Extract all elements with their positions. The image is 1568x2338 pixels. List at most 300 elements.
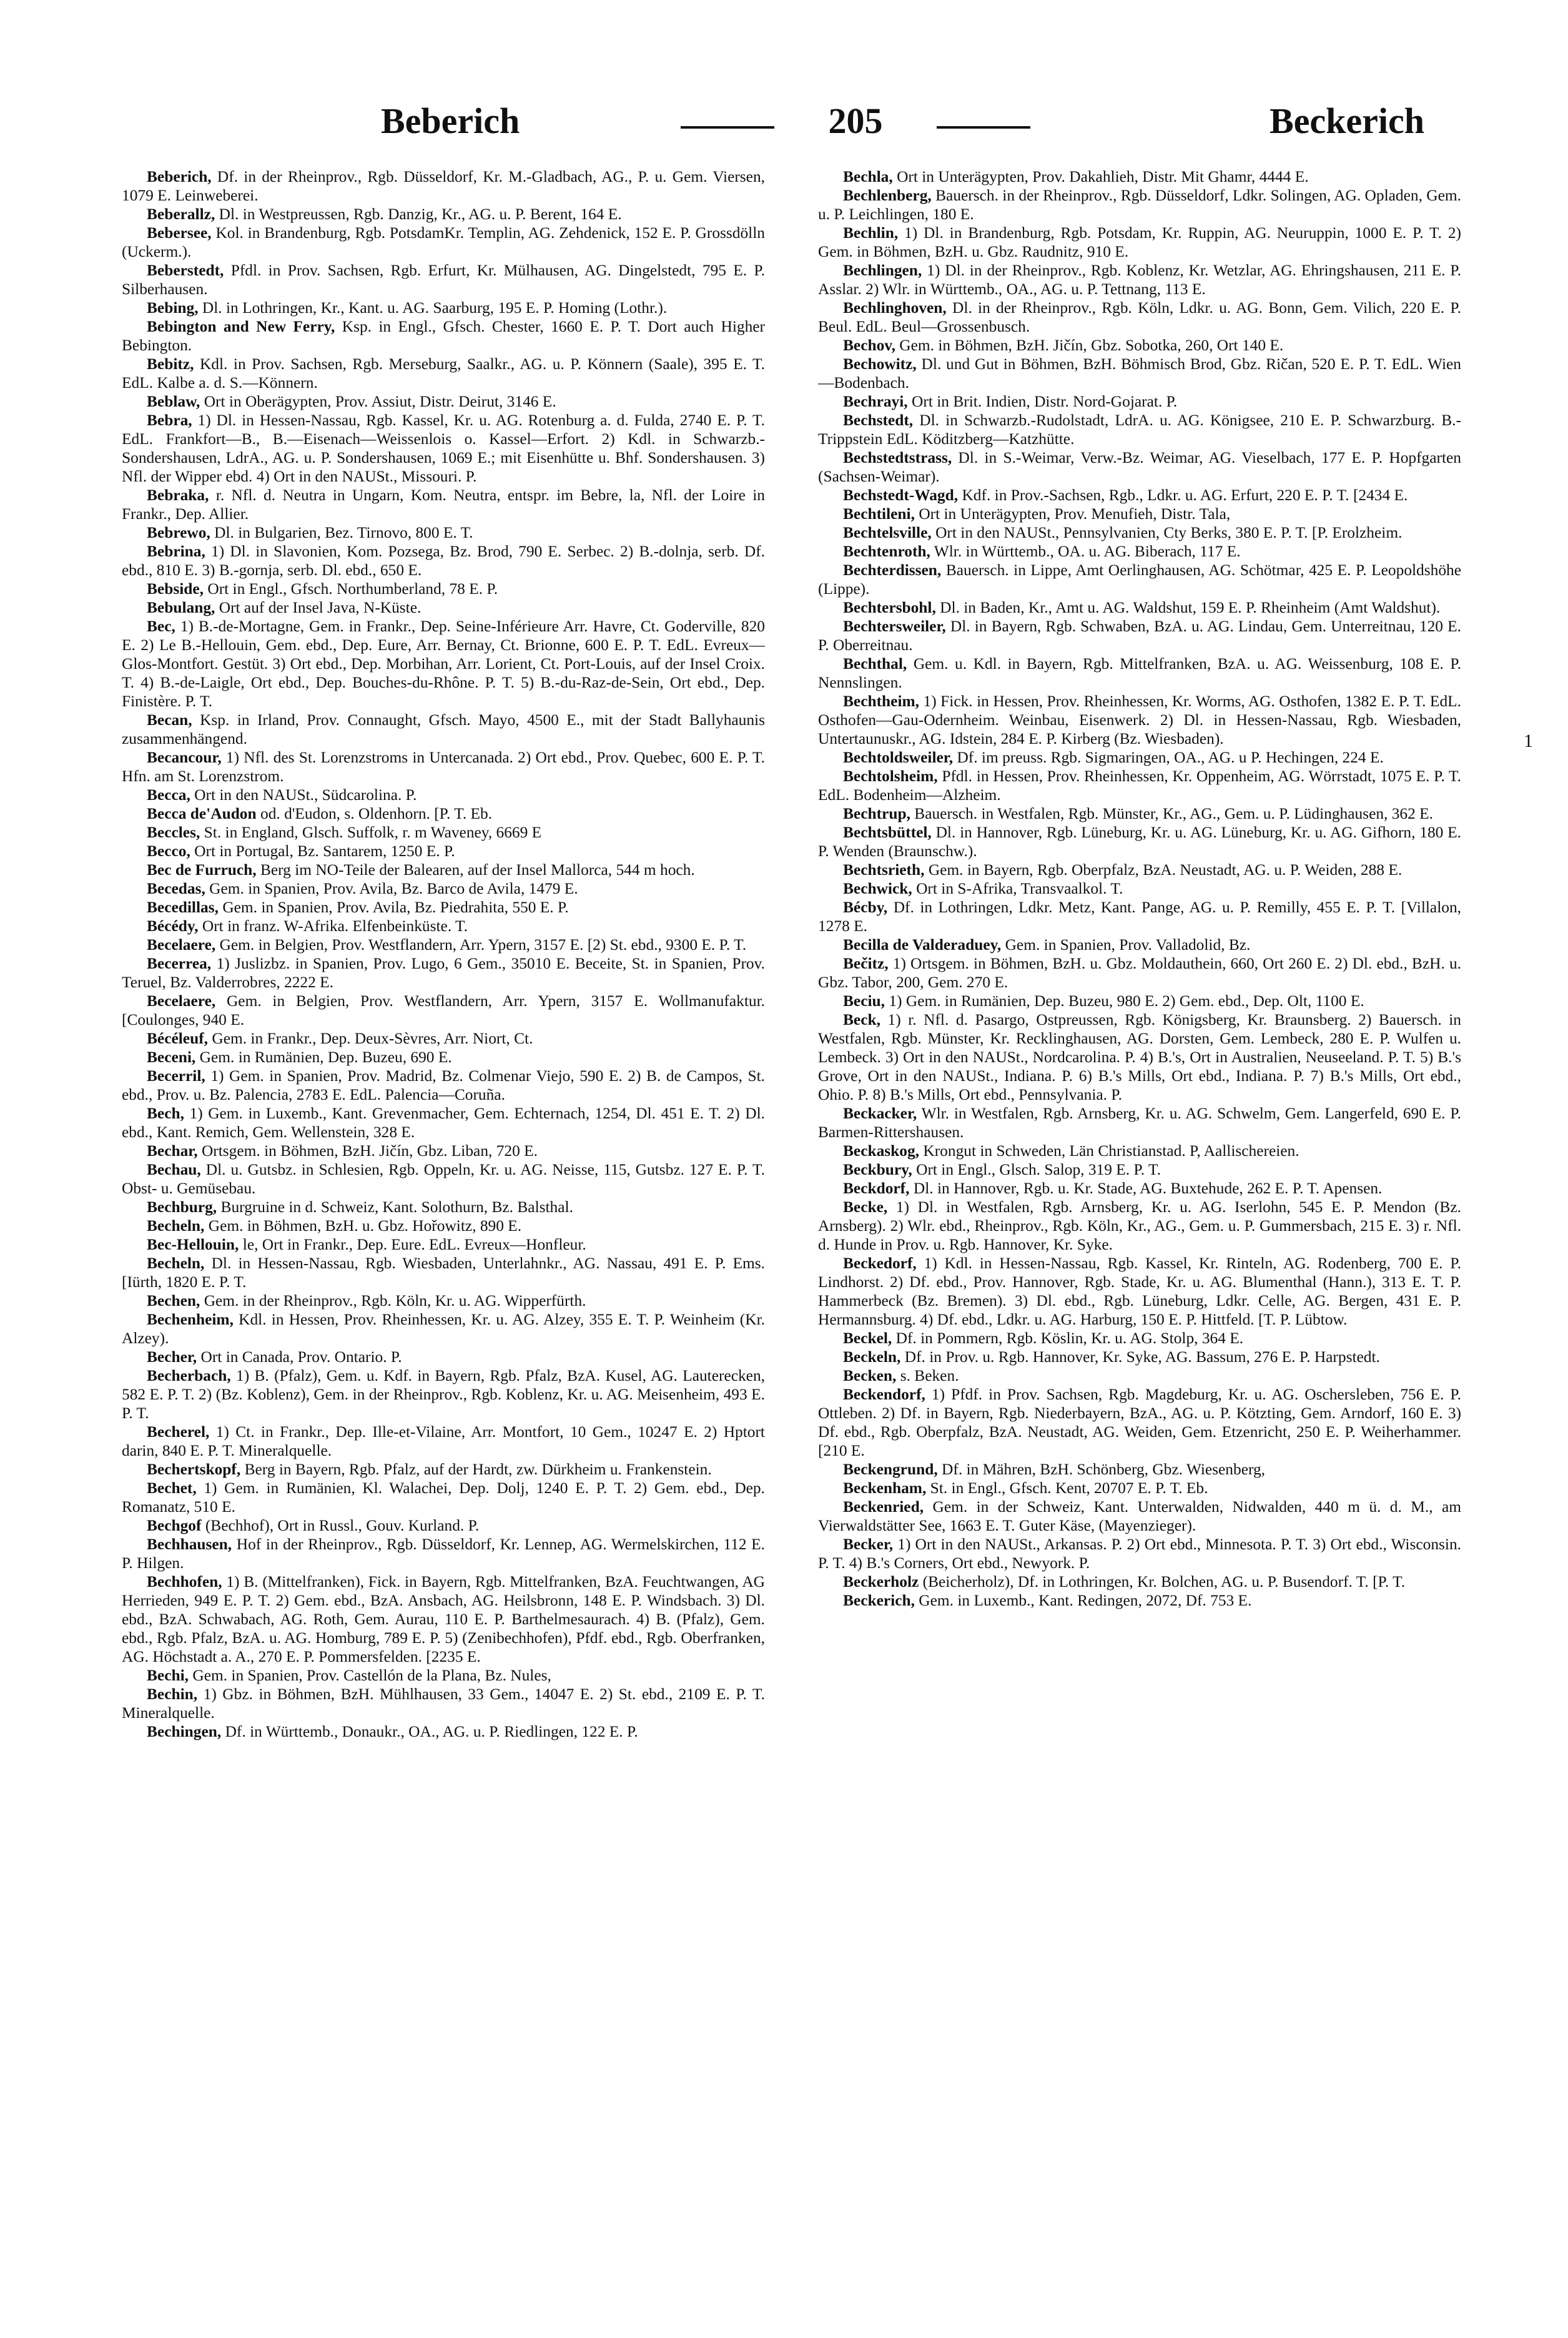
dictionary-entry <box>122 917 765 935</box>
dictionary-entry <box>122 261 765 298</box>
dictionary-entry <box>122 1685 765 1722</box>
dictionary-entry <box>122 1104 765 1142</box>
entry-text: Dl. in Hannover, Rgb. u. Kr. Stade, AG. Buxtehude, 262 E. P. T. Apensen. <box>913 1180 1383 1197</box>
entry-headword: Beckendorf, <box>843 1386 925 1403</box>
entry-headword: Becca de'Audon <box>147 805 257 822</box>
entry-text: Gem. in Spanien, Prov. Avila, Bz. Barco de Avila, 1479 E. <box>209 880 578 897</box>
entry-text: Df. in Mähren, BzH. Schönberg, Gbz. Wiesenberg, <box>942 1461 1265 1478</box>
entry-text: Ort in S-Afrika, Transvaalkol. T. <box>916 880 1123 897</box>
entry-text: 1) Juslizbz. in Spanien, Prov. Lugo, 6 Gem., 35010 E. Beceite, St. in Spanien, Prov. Teruel, Bz. Valderrobres, 2222 E. <box>122 955 765 991</box>
entry-text: Gem. in der Rheinprov., Rgb. Köln, Kr. u. AG. Wipperfürth. <box>204 1292 586 1310</box>
dictionary-entry <box>818 505 1461 523</box>
entry-text: St. in Engl., Gfsch. Kent, 20707 E. P. T. Eb. <box>930 1479 1208 1497</box>
dictionary-entry <box>818 1535 1461 1572</box>
entry-text: Ksp. in Irland, Prov. Connaught, Gfsch. Mayo, 4500 E., mit der Stadt Ballyhaunis zusammenhängend. <box>122 711 765 747</box>
entry-text: Berg in Bayern, Rgb. Pfalz, auf der Hardt, zw. Dürkheim u. Frankenstein. <box>244 1461 712 1478</box>
entry-headword: Beblaw, <box>147 393 200 410</box>
entry-headword: Beckel, <box>843 1329 892 1347</box>
entry-headword: Bechin, <box>147 1685 198 1703</box>
dictionary-entry <box>122 1291 765 1310</box>
dictionary-entry <box>818 1591 1461 1610</box>
entry-text: Gem. in Bayern, Rgb. Oberpfalz, BzA. Neustadt, AG. u. P. Weiden, 288 E. <box>928 861 1403 879</box>
dictionary-entry <box>122 804 765 823</box>
header-dash-right <box>937 126 1030 129</box>
dictionary-entry <box>122 598 765 617</box>
entry-headword: Beck, <box>843 1011 880 1028</box>
dictionary-entry <box>818 1460 1461 1479</box>
entry-headword: Bechterdissen, <box>843 561 942 579</box>
entry-text: Df. in Prov. u. Rgb. Hannover, Kr. Syke, AG. Bassum, 276 E. P. Harpstedt. <box>904 1348 1380 1366</box>
entry-headword: Bebing, <box>147 299 199 317</box>
entry-text: 1) Dl. in Hessen-Nassau, Rgb. Kassel, Kr. u. AG. Rotenburg a. d. Fulda, 2740 E. P. T. EdL. Frankfort—B., B.—Eisenach—Weissenlois o. Kassel—Erfort. 2) Kdl. in Schwarzb.-Sondershausen, LdrA., AG. u. P. Sondershausen, 1069 E.; mit Eisenhütte u. Bhf. Sondershausen. 3) Nfl. der Wipper ebd. 4) Ort in den NAUSt., Missouri. P. <box>122 412 765 485</box>
entry-text: Gem. in Luxemb., Kant. Redingen, 2072, Df. 753 E. <box>919 1592 1252 1609</box>
entry-headword: Bechthal, <box>843 655 907 673</box>
entry-headword: Bechov, <box>843 337 895 354</box>
entry-headword: Becherel, <box>147 1423 210 1441</box>
entry-text: Dl. in Bayern, Rgb. Schwaben, BzA. u. AG. Lindau, Gem. Unterreitnau, 120 E. P. Oberreitnau. <box>818 618 1461 654</box>
entry-headword: Beckerich, <box>843 1592 915 1609</box>
entry-text: Dl. u. Gutsbz. in Schlesien, Rgb. Oppeln, Kr. u. AG. Neisse, 115, Gutsbz. 127 E. P. T. Obst- u. Gemüsebau. <box>122 1161 765 1197</box>
dictionary-entry <box>818 1254 1461 1329</box>
entry-text: Ortsgem. in Böhmen, BzH. Jičín, Gbz. Liban, 720 E. <box>201 1142 538 1160</box>
entry-text: 1) B.-de-Mortagne, Gem. in Frankr., Dep. Seine-Inférieure Arr. Havre, Ct. Goderville, 820 E. 2) Le B.-Hellouin, Gem. ebd., Dep. Eure, Arr. Bernay, Ct. Brionne, 600 E. P. T. EdL. Evreux—Glos-Montfort. Gestüt. 3) Ort ebd., Dep. Morbihan, Arr. Lorient, Ct. Port-Louis, auf der Insel Croix. T. 4) B.-de-Laigle, Ort ebd., Dep. Bouches-du-Rhône. P. T. 5) B.-du-Raz-de-Sein, Ort ebd., Dep. Finistère. P. T. <box>122 618 765 710</box>
entry-headword: Bechla, <box>843 168 893 185</box>
entry-text: 1) Gem. in Rumänien, Dep. Buzeu, 980 E. 2) Gem. ebd., Dep. Olt, 1100 E. <box>889 992 1364 1010</box>
dictionary-entry <box>818 1329 1461 1348</box>
dictionary-entry <box>818 654 1461 692</box>
dictionary-entry <box>818 1572 1461 1591</box>
entry-text: 1) Gem. in Spanien, Prov. Madrid, Bz. Colmenar Viejo, 590 E. 2) B. de Campos, St. ebd., Prov. u. Bz. Palencia, 2783 E. EdL. Palencia—Coruña. <box>122 1067 765 1103</box>
dictionary-entry <box>818 748 1461 767</box>
entry-headword: Becelaere, <box>147 992 216 1010</box>
entry-text: Ort in Engl., Glsch. Salop, 319 E. P. T. <box>916 1161 1161 1178</box>
entry-text: Dl. in Bulgarien, Bez. Tirnovo, 800 E. T. <box>214 524 473 541</box>
entry-headword: Becke, <box>843 1198 888 1216</box>
entry-headword: Bechlenberg, <box>843 187 932 204</box>
entry-text: Ort in den NAUSt., Südcarolina. P. <box>194 786 417 804</box>
dictionary-entry <box>818 336 1461 355</box>
entry-headword: Bechen, <box>147 1292 200 1310</box>
dictionary-entry <box>818 992 1461 1010</box>
dictionary-entry <box>122 954 765 992</box>
dictionary-entry <box>818 167 1461 186</box>
entry-headword: Bebersee, <box>147 224 212 242</box>
dictionary-entry <box>122 355 765 392</box>
entry-text: Krongut in Schweden, Län Christianstad. P, Aallischereien. <box>923 1142 1299 1160</box>
entry-headword: Beberstedt, <box>147 262 224 279</box>
entry-text: Ort in den NAUSt., Pennsylvanien, Cty Berks, 380 E. P. T. [P. Erolzheim. <box>935 524 1403 541</box>
entry-headword: Bech, <box>147 1105 184 1122</box>
entry-text: Pfdl. in Hessen, Prov. Rheinhessen, Kr. Oppenheim, AG. Wörrstadt, 1075 E. P. T. EdL. Bodenheim—Alzheim. <box>818 767 1461 804</box>
entry-headword: Bec, <box>147 618 175 635</box>
entry-text: od. d'Eudon, s. Oldenhorn. [P. T. Eb. <box>260 805 493 822</box>
dictionary-entry <box>818 692 1461 748</box>
dictionary-entry <box>122 1572 765 1666</box>
entry-headword: Becher, <box>147 1348 197 1366</box>
dictionary-entry <box>818 411 1461 448</box>
entry-headword: Bechburg, <box>147 1198 217 1216</box>
dictionary-entry <box>122 1348 765 1366</box>
entry-headword: Bechtelsville, <box>843 524 932 541</box>
dictionary-entry <box>818 1385 1461 1460</box>
entry-text: Hof in der Rheinprov., Rgb. Düsseldorf, Kr. Lennep, AG. Wermelskirchen, 112 E. P. Hilgen. <box>122 1536 765 1572</box>
dictionary-entry <box>122 392 765 411</box>
dictionary-entry <box>818 1010 1461 1104</box>
entry-headword: Bechstedt-Wagd, <box>843 486 959 504</box>
entry-text: Gem. in Rumänien, Dep. Buzeu, 690 E. <box>199 1048 452 1066</box>
page-header <box>150 87 1481 156</box>
entry-headword: Bechtersweiler, <box>843 618 946 635</box>
entry-headword: Becelaere, <box>147 936 216 954</box>
dictionary-entry <box>818 561 1461 598</box>
dictionary-entry <box>818 767 1461 804</box>
entry-headword: Beckdorf, <box>843 1180 910 1197</box>
entry-headword: Becerril, <box>147 1067 205 1085</box>
entry-text: 1) B. (Mittelfranken), Fick. in Bayern, Rgb. Mittelfranken, BzA. Feuchtwangen, AG Herrieden, 949 E. P. T. 2) Gem. ebd., BzA. Ansbach, AG. Heilsbronn, 148 E. P. Windsbach. 3) Dl. ebd., BzA. Schwabach, AG. Roth, Gem. Aurau, 110 E. P. Barthelmesaurach. 4) B. (Pfalz), Gem. ebd., Rgb. Pfalz, BzA. u. AG. Homburg, 789 E. P. 5) (Zenibechhofen), Pfdf. ebd., Rgb. Oberfranken, AG. Höchstadt a. A., 270 E. P. Pommersfelden. [2235 E. <box>122 1573 765 1665</box>
entry-headword: Beciu, <box>843 992 885 1010</box>
dictionary-entry <box>818 1160 1461 1179</box>
entry-headword: Bechertskopf, <box>147 1461 241 1478</box>
margin-mark: 1 <box>1524 731 1533 751</box>
entry-headword: Bechtsbüttel, <box>843 824 932 841</box>
dictionary-entry <box>818 1142 1461 1160</box>
entry-text: Kdl. in Prov. Sachsen, Rgb. Merseburg, Saalkr., AG. u. P. Könnern (Saale), 395 E. T. EdL. Kalbe a. d. S.—Könnern. <box>122 355 765 392</box>
dictionary-entry <box>818 542 1461 561</box>
entry-headword: Bechhofen, <box>147 1573 222 1591</box>
entry-headword: Becker, <box>843 1536 894 1553</box>
entry-headword: Bécéleuf, <box>147 1030 208 1047</box>
dictionary-entry <box>818 1198 1461 1254</box>
entry-headword: Bechtenroth, <box>843 543 930 560</box>
entry-headword: Bécédy, <box>147 917 199 935</box>
entry-text: Ort in Brit. Indien, Distr. Nord-Gojarat. P. <box>912 393 1178 410</box>
entry-text: Ort in Canada, Prov. Ontario. P. <box>200 1348 402 1366</box>
dictionary-entry <box>122 580 765 598</box>
entry-text: Ksp. in Engl., Gfsch. Chester, 1660 E. P. T. Dort auch Higher Bebington. <box>122 318 765 354</box>
entry-text: Dl. in Baden, Kr., Amt u. AG. Waldshut, 159 E. P. Rheinheim (Amt Waldshut). <box>940 599 1441 616</box>
entry-headword: Bechingen, <box>147 1723 222 1740</box>
entry-headword: Bechtrup, <box>843 805 910 822</box>
entry-headword: Beckbury, <box>843 1161 912 1178</box>
dictionary-entry <box>818 392 1461 411</box>
dictionary-entry <box>122 523 765 542</box>
dictionary-entry <box>818 617 1461 654</box>
entry-headword: Beckaskog, <box>843 1142 920 1160</box>
entry-text: Ort in Unterägypten, Prov. Menufieh, Distr. Tala, <box>919 505 1231 523</box>
entry-headword: Bebra, <box>147 412 192 429</box>
entry-headword: Bechlinghoven, <box>843 299 947 317</box>
entry-headword: Beckerholz <box>843 1573 919 1591</box>
dictionary-entry <box>122 1310 765 1348</box>
entry-text: 1) Ort in den NAUSt., Arkansas. P. 2) Ort ebd., Minnesota. P. T. 3) Ort ebd., Wisconsin. P. T. 4) B.'s Corners, Ort ebd., Newyork. P. <box>818 1536 1461 1572</box>
entry-text: Gem. in Frankr., Dep. Deux-Sèvres, Arr. Niort, Ct. <box>212 1030 533 1047</box>
entry-text: Burgruine in d. Schweiz, Kant. Solothurn, Bz. Balsthal. <box>220 1198 573 1216</box>
entry-headword: Bechi, <box>147 1667 189 1684</box>
dictionary-entry <box>818 523 1461 542</box>
dictionary-entry <box>122 205 765 224</box>
entry-headword: Beckacker, <box>843 1105 917 1122</box>
dictionary-entry <box>122 224 765 261</box>
entry-headword: Bebington and New Ferry, <box>147 318 335 335</box>
dictionary-entry <box>818 879 1461 898</box>
entry-headword: Beberich, <box>147 168 212 185</box>
entry-text: Dl. in Lothringen, Kr., Kant. u. AG. Saarburg, 195 E. P. Homing (Lothr.). <box>202 299 668 317</box>
entry-headword: Beckeln, <box>843 1348 901 1366</box>
entry-text: 1) Kdl. in Hessen-Nassau, Rgb. Kassel, Kr. Rinteln, AG. Rodenberg, 700 E. P. Lindhorst. 2) Df. ebd., Prov. Hannover, Rgb. Stade, Kr. u. AG. Blumenthal (Hann.), 313 E. T. P. Hammerbeck (Bz. Bremen). 3) Dl. ebd., Rgb. Lüneburg, Ldkr. Celle, AG. Bergen, 431 E. P. Hermannsburg. 4) Df. ebd., Ldkr. u. AG. Harburg, 150 E. P. Hittfeld. [T. P. Lübtow. <box>818 1255 1461 1328</box>
entry-text: Wlr. in Westfalen, Rgb. Arnsberg, Kr. u. AG. Schwelm, Gem. Langerfeld, 690 E. P. Barmen-Rittershausen. <box>818 1105 1461 1141</box>
entry-headword: Bechowitz, <box>843 355 917 373</box>
dictionary-entry <box>818 1348 1461 1366</box>
entry-headword: Bechlingen, <box>843 262 922 279</box>
dictionary-entry <box>122 1029 765 1048</box>
entry-headword: Bechet, <box>147 1479 197 1497</box>
dictionary-entry <box>122 1160 765 1198</box>
entry-text: Ort auf der Insel Java, N-Küste. <box>219 599 422 616</box>
entry-text: 1) Dl. in Westfalen, Rgb. Arnsberg, Kr. u. AG. Iserlohn, 545 E. P. Mendon (Bz. Arnsberg). 2) Wlr. ebd., Rheinprov., Rgb. Köln, Kr., AG., Gem. u. P. Gummersbach, 215 E. 3) r. Nfl. d. Hunde in Prov. u. Rgb. Hannover, Kr. Syke. <box>818 1198 1461 1253</box>
entry-headword: Bechrayi, <box>843 393 908 410</box>
dictionary-entry <box>122 1479 765 1516</box>
dictionary-entry <box>122 711 765 748</box>
entry-headword: Bechar, <box>147 1142 198 1160</box>
dictionary-entry <box>122 1198 765 1216</box>
dictionary-entry <box>122 1722 765 1741</box>
entry-text: Bauersch. in Lippe, Amt Oerlinghausen, AG. Schötmar, 425 E. P. Leopoldshöhe (Lippe). <box>818 561 1461 598</box>
dictionary-entry <box>122 1142 765 1160</box>
entry-text: Bauersch. in der Rheinprov., Rgb. Düsseldorf, Ldkr. Solingen, AG. Opladen, Gem. u. P. Leichlingen, 180 E. <box>818 187 1461 223</box>
entry-text: 1) Gem. in Luxemb., Kant. Grevenmacher, Gem. Echternach, 1254, Dl. 451 E. T. 2) Dl. ebd., Kant. Remich, Gem. Wellenstein, 328 E. <box>122 1105 765 1141</box>
dictionary-entry <box>122 879 765 898</box>
dictionary-entry <box>818 261 1461 298</box>
entry-text: s. Beken. <box>900 1367 959 1384</box>
entry-headword: Beceni, <box>147 1048 196 1066</box>
dictionary-entry <box>818 804 1461 823</box>
entry-headword: Bebrewo, <box>147 524 210 541</box>
entry-text: Ort in franz. W-Afrika. Elfenbeinküste. T. <box>202 917 468 935</box>
entry-text: 1) Ortsgem. in Böhmen, BzH. u. Gbz. Moldauthein, 660, Ort 260 E. 2) Dl. ebd., BzH. u. Gbz. Tabor, 200, Gem. 270 E. <box>818 955 1461 991</box>
dictionary-entry <box>818 898 1461 935</box>
dictionary-entry <box>818 1179 1461 1198</box>
entry-headword: Bechtoldsweiler, <box>843 749 954 766</box>
dictionary-entry <box>122 842 765 861</box>
entry-headword: Bechtolsheim, <box>843 767 938 785</box>
dictionary-entry <box>818 954 1461 992</box>
entry-text: Gem. in Böhmen, BzH. Jičín, Gbz. Sobotka, 260, Ort 140 E. <box>899 337 1284 354</box>
dictionary-entry <box>818 224 1461 261</box>
entry-text: Dl. und Gut in Böhmen, BzH. Böhmisch Brod, Gbz. Ričan, 520 E. P. T. EdL. Wien—Bodenbach. <box>818 355 1461 392</box>
entry-text: Df. in Württemb., Donaukr., OA., AG. u. P. Riedlingen, 122 E. P. <box>225 1723 638 1740</box>
entry-text: (Beicherholz), Df. in Lothringen, Kr. Bolchen, AG. u. P. Busendorf. T. [P. T. <box>922 1573 1406 1591</box>
entry-headword: Bečitz, <box>843 955 889 972</box>
entry-headword: Becherbach, <box>147 1367 231 1384</box>
entry-headword: Bec de Furruch, <box>147 861 257 879</box>
dictionary-entry <box>122 1235 765 1254</box>
dictionary-entry <box>122 748 765 786</box>
dictionary-entry <box>818 486 1461 505</box>
entry-headword: Becheln, <box>147 1255 205 1272</box>
entry-headword: Becerrea, <box>147 955 212 972</box>
dictionary-entry <box>122 411 765 486</box>
entry-headword: Bechgof <box>147 1517 202 1534</box>
entry-text: Ort in Portugal, Bz. Santarem, 1250 E. P. <box>194 842 455 860</box>
entry-text: Ort in Oberägypten, Prov. Assiut, Distr. Deirut, 3146 E. <box>204 393 556 410</box>
entry-text: r. Nfl. d. Neutra in Ungarn, Kom. Neutra, entspr. im Bebre, la, Nfl. der Loire in Frankr., Dep. Allier. <box>122 486 765 523</box>
dictionary-entry <box>818 1497 1461 1535</box>
entry-headword: Bechlin, <box>843 224 899 242</box>
page-number: 205 <box>828 101 883 141</box>
dictionary-entry <box>818 935 1461 954</box>
entry-headword: Bechtersbohl, <box>843 599 936 616</box>
entry-text: 1) Dl. in der Rheinprov., Rgb. Koblenz, Kr. Wetzlar, AG. Ehringshausen, 211 E. P. Asslar. 2) Wlr. in Württemb., OA., AG. u. P. Tettnang, 113 E. <box>818 262 1461 298</box>
entry-headword: Becancour, <box>147 749 222 766</box>
entry-text: Pfdl. in Prov. Sachsen, Rgb. Erfurt, Kr. Mülhausen, AG. Dingelstedt, 795 E. P. Silberhausen. <box>122 262 765 298</box>
dictionary-entry <box>122 823 765 842</box>
dictionary-entry <box>818 1479 1461 1497</box>
entry-text: Wlr. in Württemb., OA. u. AG. Biberach, 117 E. <box>934 543 1241 560</box>
entry-headword: Becilla de Valderaduey, <box>843 936 1002 954</box>
entry-headword: Beccles, <box>147 824 200 841</box>
entry-headword: Bebulang, <box>147 599 215 616</box>
entry-text: St. in England, Glsch. Suffolk, r. m Waveney, 6669 E <box>204 824 542 841</box>
dictionary-entry <box>122 486 765 523</box>
dictionary-entry <box>122 1048 765 1067</box>
dictionary-entry <box>818 598 1461 617</box>
entry-text: Dl. in Schwarzb.-Rudolstadt, LdrA. u. AG. Königsee, 210 E. P. Schwarzburg. B.-Trippstein EdL. Köditzberg—Katzhütte. <box>818 412 1461 448</box>
entry-headword: Becken, <box>843 1367 897 1384</box>
entry-headword: Becca, <box>147 786 190 804</box>
entry-headword: Bebitz, <box>147 355 194 373</box>
entry-headword: Bechtsrieth, <box>843 861 925 879</box>
entry-headword: Becedillas, <box>147 899 219 916</box>
dictionary-entry <box>122 1423 765 1460</box>
dictionary-entry <box>122 1666 765 1685</box>
entry-text: Df. in Pommern, Rgb. Köslin, Kr. u. AG. Stolp, 364 E. <box>895 1329 1244 1347</box>
entry-text: (Bechhof), Ort in Russl., Gouv. Kurland. P. <box>205 1517 480 1534</box>
entry-headword: Beckengrund, <box>843 1461 938 1478</box>
entry-text: Gem. in Spanien, Prov. Valladolid, Bz. <box>1005 936 1251 954</box>
dictionary-entry <box>122 786 765 804</box>
entry-text: Dl. in S.-Weimar, Verw.-Bz. Weimar, AG. Vieselbach, 177 E. P. Hopfgarten (Sachsen-Weimar). <box>818 449 1461 485</box>
entry-headword: Bec-Hellouin, <box>147 1236 239 1253</box>
dictionary-entry <box>122 167 765 205</box>
dictionary-entry <box>122 1460 765 1479</box>
entry-headword: Becedas, <box>147 880 205 897</box>
entry-text: Gem. in Böhmen, BzH. u. Gbz. Hořowitz, 890 E. <box>208 1217 522 1235</box>
entry-text: Bauersch. in Westfalen, Rgb. Münster, Kr., AG., Gem. u. P. Lüdinghausen, 362 E. <box>914 805 1434 822</box>
entry-headword: Bechtileni, <box>843 505 915 523</box>
dictionary-entry <box>818 1104 1461 1142</box>
entry-headword: Bechtheim, <box>843 693 919 710</box>
header-left-word: Beberich <box>381 101 520 141</box>
entry-headword: Beckenham, <box>843 1479 927 1497</box>
entry-text: le, Ort in Frankr., Dep. Eure. EdL. Evreux—Honfleur. <box>242 1236 586 1253</box>
entry-text: 1) Gbz. in Böhmen, BzH. Mühlhausen, 33 Gem., 14047 E. 2) St. ebd., 2109 E. P. T. Mineralquelle. <box>122 1685 765 1722</box>
entry-text: Gem. in Belgien, Prov. Westflandern, Arr. Ypern, 3157 E. [2) St. ebd., 9300 E. P. T. <box>219 936 747 954</box>
dictionary-entry <box>122 1535 765 1572</box>
entry-text: 1) Gem. in Rumänien, Kl. Walachei, Dep. Dolj, 1240 E. P. T. 2) Gem. ebd., Dep. Romanatz, 510 E. <box>122 1479 765 1516</box>
entry-text: Dl. in Westpreussen, Rgb. Danzig, Kr., AG. u. P. Berent, 164 E. <box>219 205 622 223</box>
dictionary-entry <box>122 298 765 317</box>
entry-headword: Bechstedt, <box>843 412 914 429</box>
entry-text: Df. in Lothringen, Ldkr. Metz, Kant. Pange, AG. u. P. Remilly, 455 E. P. T. [Villalon, 1278 E. <box>818 899 1461 935</box>
entry-text: Gem. in Spanien, Prov. Avila, Bz. Piedrahita, 550 E. P. <box>222 899 569 916</box>
dictionary-entry <box>122 617 765 711</box>
dictionary-entry <box>122 317 765 355</box>
entry-headword: Beberallz, <box>147 205 215 223</box>
entry-headword: Beckenried, <box>843 1498 924 1516</box>
header-right-word: Beckerich <box>1269 101 1424 141</box>
entry-text: 1) Ct. in Frankr., Dep. Ille-et-Vilaine, Arr. Montfort, 10 Gem., 10247 E. 2) Hptort darin, 840 E. P. T. Mineralquelle. <box>122 1423 765 1459</box>
dictionary-entry <box>122 1366 765 1423</box>
entry-headword: Bebraka, <box>147 486 209 504</box>
entry-headword: Bechstedtstrass, <box>843 449 952 466</box>
entry-text: Ort in Unterägypten, Prov. Dakahlieh, Distr. Mit Ghamr, 4444 E. <box>897 168 1309 185</box>
entry-headword: Bebrina, <box>147 543 205 560</box>
dictionary-entry <box>122 542 765 580</box>
entry-text: Gem. in Belgien, Prov. Westflandern, Arr. Ypern, 3157 E. Wollmanufaktur. [Coulonges, 940 E. <box>122 992 765 1028</box>
entry-text: Gem. in Spanien, Prov. Castellón de la Plana, Bz. Nules, <box>192 1667 551 1684</box>
dictionary-entry <box>818 448 1461 486</box>
dictionary-entry <box>818 298 1461 336</box>
dictionary-entry <box>122 1067 765 1104</box>
entry-text: Dl. in der Rheinprov., Rgb. Köln, Ldkr. u. AG. Bonn, Gem. Vilich, 220 E. P. Beul. EdL. Beul—Grossenbusch. <box>818 299 1461 335</box>
dictionary-entry <box>818 823 1461 861</box>
entry-text: 1) Nfl. des St. Lorenzstroms in Untercanada. 2) Ort ebd., Prov. Quebec, 600 E. P. T. Hfn. am St. Lorenzstrom. <box>122 749 765 785</box>
entry-headword: Beckedorf, <box>843 1255 917 1272</box>
dictionary-entry <box>818 861 1461 879</box>
entry-text: 1) Dl. in Slavonien, Kom. Pozsega, Bz. Brod, 790 E. Serbec. 2) B.-dolnja, serb. Df. ebd., 810 E. 3) B.-gornja, serb. Dl. ebd., 650 E. <box>122 543 765 579</box>
entry-text: Df. im preuss. Rgb. Sigmaringen, OA., AG. u P. Hechingen, 224 E. <box>957 749 1384 766</box>
entry-text: Kol. in Brandenburg, Rgb. PotsdamKr. Templin, AG. Zehdenick, 152 E. P. Grossdölln (Uckerm.). <box>122 224 765 260</box>
dictionary-entry <box>818 186 1461 224</box>
dictionary-entry <box>122 992 765 1029</box>
right-column <box>818 167 1461 2316</box>
entry-text: Kdf. in Prov.-Sachsen, Rgb., Ldkr. u. AG. Erfurt, 220 E. P. T. [2434 E. <box>962 486 1408 504</box>
entry-text: 1) B. (Pfalz), Gem. u. Kdf. in Bayern, Rgb. Pfalz, BzA. Kusel, AG. Lauterecken, 582 E. P. T. 2) (Bz. Koblenz), Gem. in der Rheinprov., Rgb. Koblenz, Kr. u. AG. Meisenheim, 493 E. P. T. <box>122 1367 765 1422</box>
entry-text: Df. in der Rheinprov., Rgb. Düsseldorf, Kr. M.-Gladbach, AG., P. u. Gem. Viersen, 1079 E. Leinweberei. <box>122 168 765 204</box>
entry-headword: Becco, <box>147 842 190 860</box>
entry-text: Kdl. in Hessen, Prov. Rheinhessen, Kr. u. AG. Alzey, 355 E. T. P. Weinheim (Kr. Alzey). <box>122 1311 765 1347</box>
entry-text: Gem. u. Kdl. in Bayern, Rgb. Mittelfranken, BzA. u. AG. Weissenburg, 108 E. P. Nennslingen. <box>818 655 1461 691</box>
dictionary-entry <box>122 1254 765 1291</box>
entry-text: Ort in Engl., Gfsch. Northumberland, 78 E. P. <box>207 580 498 598</box>
entry-headword: Bebside, <box>147 580 204 598</box>
entry-text: 1) Fick. in Hessen, Prov. Rheinhessen, Kr. Worms, AG. Osthofen, 1382 E. P. T. EdL. Osthofen—Gau-Odernheim. Weinbau, Eisenwerk. 2) Dl. in Hessen-Nassau, Rgb. Wiesbaden, Untertaunuskr., AG. Idstein, 284 E. P. Kirberg (Bz. Wiesbaden). <box>818 693 1461 747</box>
entry-headword: Becan, <box>147 711 192 729</box>
left-column <box>122 167 765 2316</box>
header-dash-left <box>681 126 774 129</box>
entry-text: 1) Pfdf. in Prov. Sachsen, Rgb. Magdeburg, Kr. u. AG. Oschersleben, 756 E. P. Ottleben. 2) Df. in Bayern, Rgb. Niederbayern, BzA., AG. u. P. Kötzting, Gem. Arndorf, 160 E. 3) Df. ebd., Rgb. Oberpfalz, BzA. Neustadt, AG. Weiden, Gem. Etzenricht, 250 E. P. Weiherhammer. [210 E. <box>818 1386 1461 1459</box>
entry-text: Dl. in Hessen-Nassau, Rgb. Wiesbaden, Unterlahnkr., AG. Nassau, 491 E. P. Ems. [Iürth, 1820 E. P. T. <box>122 1255 765 1291</box>
dictionary-entry <box>122 1516 765 1535</box>
dictionary-entry <box>122 1216 765 1235</box>
entry-text: Dl. in Hannover, Rgb. Lüneburg, Kr. u. AG. Lüneburg, Kr. u. AG. Gifhorn, 180 E. P. Wenden (Braunschw.). <box>818 824 1461 860</box>
entry-headword: Bechhausen, <box>147 1536 232 1553</box>
entry-text: 1) r. Nfl. d. Pasargo, Ostpreussen, Rgb. Königsberg, Kr. Braunsberg. 2) Bauersch. in Westfalen, Rgb. Münster, Kr. Recklinghausen, AG. Dorsten, Gem. Lembeck, 280 E. P. Wulfen u. Lembeck. 3) Ort in den NAUSt., Nordcarolina. P. 4) B.'s, Ort in Australien, Neuseeland. P. T. 5) B.'s Grove, Ort in den NAUSt., Indiana. P. 6) B.'s Mills, Ort ebd., Indiana. P. 7) B.'s Mills, Ort ebd., Ohio. P. 8) B.'s Mills, Ort ebd., Pennsylvania. P. <box>818 1011 1461 1103</box>
entry-text: 1) Dl. in Brandenburg, Rgb. Potsdam, Kr. Ruppin, AG. Neuruppin, 1000 E. P. T. 2) Gem. in Böhmen, BzH. u. Gbz. Raudnitz, 910 E. <box>818 224 1461 260</box>
entry-text: Gem. in der Schweiz, Kant. Unterwalden, Nidwalden, 440 m ü. d. M., am Vierwaldstätter See, 1663 E. T. Guter Käse, (Mayenzieger). <box>818 1498 1461 1534</box>
entry-text: Berg im NO-Teile der Balearen, auf der Insel Mallorca, 544 m hoch. <box>260 861 695 879</box>
dictionary-entry <box>122 861 765 879</box>
dictionary-entry <box>818 355 1461 392</box>
entry-headword: Bechenheim, <box>147 1311 234 1328</box>
dictionary-entry <box>122 898 765 917</box>
entry-headword: Bechwick, <box>843 880 912 897</box>
entry-headword: Bécby, <box>843 899 888 916</box>
dictionary-entry <box>122 935 765 954</box>
entry-headword: Bechau, <box>147 1161 201 1178</box>
entry-headword: Becheln, <box>147 1217 205 1235</box>
dictionary-entry <box>818 1366 1461 1385</box>
